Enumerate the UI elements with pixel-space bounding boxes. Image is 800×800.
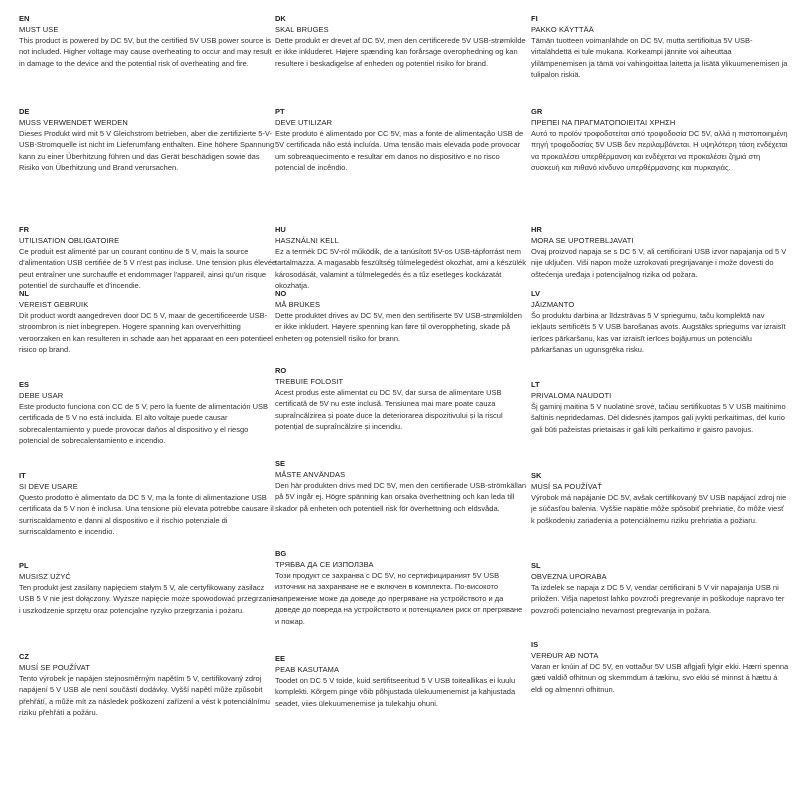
language-code: LT — [531, 380, 540, 389]
language-code: FI — [531, 14, 538, 23]
language-code: CZ — [19, 652, 29, 661]
section-fi — [531, 14, 789, 81]
language-code: DK — [275, 14, 286, 23]
section-ro — [275, 366, 527, 433]
language-code: HR — [531, 225, 542, 234]
section-text: Questo prodotto è alimentato da DC 5 V, ma la fonte di alimentazione USB certificata da 5 V non è inclusa. Una tensione più elevata potrebbe causare il surriscaldamento e danni al dispositivo e il rischio potenziale di surriscaldamento e incendio. — [19, 493, 274, 537]
section-sk — [531, 471, 789, 526]
section-heading: VERÐUR AÐ NOTA — [531, 651, 599, 660]
language-code: BG — [275, 549, 287, 558]
section-text: Toodet on DC 5 V toide, kuid sertifitseeritud 5 V USB toiteallikas ei kuulu komplekti. Kõrgem pinge võib põhjustada ülekuumenemist ja kahjustada seadet, viies ülekuumenemise ja tulekahju ohuni. — [275, 676, 516, 708]
section-text: Ez a termék DC 5V-ról működik, de a tanúsított 5V-os USB-tápforrást nem tartalmazza. A magasabb feszültség túlmelegedést okozhat, ami a készülék károsodását, valamint a túlmelegedés és a tűz esetleges kockázatát okozhatja. — [275, 247, 526, 291]
section-heading: TREBUIE FOLOSIT — [275, 377, 344, 386]
section-heading: ΠΡΕΠΕΙ ΝΑ ΠΡΑΓΜΑΤΟΠΟΙΕΙΤΑΙ ΧΡΗΣΗ — [531, 118, 676, 127]
section-ee — [275, 654, 527, 709]
section-is — [531, 640, 789, 695]
section-text: Ce produit est alimenté par un courant continu de 5 V, mais la source d'alimentation USB certifiée de 5 V n'est pas incluse. Une tension plus élevée peut entraîner une surchauffe et endommager l'appareil, ainsi qu'un risque potentiel de surchauffe et d'incendie. — [19, 247, 277, 291]
section-cz — [19, 652, 277, 719]
section-heading: VEREIST GEBRUIK — [19, 300, 89, 309]
section-text: Tento výrobek je napájen stejnosměrným napětím 5 V, certifikovaný zdroj napájení 5 V USB ale není součástí dodávky. Vyšší napětí může způsobit přehřátí, a může mít za následek poškození zařízení a vést k potenciálnímu riziku přehřátí a požáru. — [19, 674, 270, 718]
language-code: IT — [19, 471, 26, 480]
section-text: Dieses Produkt wird mit 5 V Gleichstrom betrieben, aber die zertifizierte 5-V-USB-Stromquelle ist nicht im Lieferumfang enthalten. Eine höhere Spannung kann zu einer Überhitzung führen und das Gerät beschädigen sowie das Risiko von Überhitzung und Brand verursachen. — [19, 129, 275, 173]
language-code: DE — [19, 107, 30, 116]
language-code: SL — [531, 561, 541, 570]
language-code: PT — [275, 107, 285, 116]
language-code: IS — [531, 640, 539, 649]
section-text: Este produto é alimentado por CC 5V, mas a fonte de alimentação USB de 5V certificada não está incluída. Uma tensão mais elevada pode provocar um sobreaquecimento e resultar em danos no dispositivo e no risco potencial de incêndio. — [275, 129, 524, 173]
section-no — [275, 289, 527, 344]
section-text: Dette produkt er drevet af DC 5V, men den certificerede 5V USB-strømkilde er ikke inkluderet. Højere spænding kan forårsage overophedning og kan resultere i beskadigelse af enheden og potentiel risiko for brand. — [275, 36, 526, 68]
section-heading: MUSISZ UŻYĆ — [19, 572, 71, 581]
section-lv — [531, 289, 789, 356]
section-heading: MUSÍ SE POUŽÍVAT — [19, 663, 90, 672]
section-dk — [275, 14, 527, 69]
section-text: Този продукт се захранва с DC 5V, но сертифицираният 5V USB източник на захранване не е включен в комплекта. По-високото напрежение може да доведе до прегряване на устройството и да доведе до повреда на устройството и потенциален риск от прегряване и пожар. — [275, 571, 523, 626]
section-heading: MÅ BRUKES — [275, 300, 321, 309]
section-heading: DEVE UTILIZAR — [275, 118, 333, 127]
language-code: SE — [275, 459, 286, 468]
section-heading: HASZNÁLNI KELL — [275, 236, 339, 245]
language-code: EN — [19, 14, 30, 23]
section-gr — [531, 107, 789, 174]
section-text: Šo produktu darbina ar līdzstrāvas 5 V spriegumu, taču komplektā nav iekļauts sertificēts 5 V USB barošanas avots. Augstāks spriegums var izraisīt ierīces pārkaršanu, kas var izraisīt ierīces bojājumus un potenciālu pārkaršanas un ugunsgrēka risku. — [531, 311, 786, 355]
section-es — [19, 380, 277, 447]
section-nl — [19, 289, 277, 356]
section-heading: OBVEZNA UPORABA — [531, 572, 607, 581]
language-code: RO — [275, 366, 287, 375]
section-text: Den här produkten drivs med DC 5V, men den certifierade USB-strömkällan på 5V ingår ej. Högre spänning kan orsaka överhettning och kan leda till skador på enheten och potentiell risk för överhettning och eldsvåda. — [275, 481, 527, 513]
language-code: HU — [275, 225, 286, 234]
section-text: Acest produs este alimentat cu DC 5V, dar sursa de alimentare USB certificată de 5V nu este inclusă. Tensiunea mai mare poate cauza supraîncălzirea și poate duce la deteriorarea dispozitivului și la riscul potențial de supraîncălzire și incendiu. — [275, 388, 503, 432]
section-text: Ta izdelek se napaja z DC 5 V, vendar certificirani 5 V vir napajanja USB ni priložen. Višja napetost lahko povzroči pregrevanje in poškoduje napravo ter povzroči potencialno nevarnost pregrevanja in požara. — [531, 583, 785, 615]
language-code: LV — [531, 289, 541, 298]
section-sl — [531, 561, 789, 616]
section-text: Dit product wordt aangedreven door DC 5 V, maar de gecertificeerde USB-stroombron is niet inbegrepen. Hogere spanning kan oververhitting veroorzaken en kan resulteren in schade aan het apparaat en een potentieel risico op brand. — [19, 311, 273, 355]
section-text: Este producto funciona con CC de 5 V, pero la fuente de alimentación USB certificada de 5 V no está incluida. El alto voltaje puede causar sobrecalentamiento y puede provocar daños al dispositivo y el riesgo potencial de sobrecalentamiento e incendio. — [19, 402, 269, 446]
section-heading: JĀIZMANTO — [531, 300, 575, 309]
section-heading: PEAB KASUTAMA — [275, 665, 340, 674]
section-heading: SI DEVE USARE — [19, 482, 78, 491]
language-code: FR — [19, 225, 29, 234]
section-de — [19, 107, 277, 174]
section-lt — [531, 380, 789, 435]
section-text: This product is powered by DC 5V, but the certified 5V USB power source is not included. Higher voltage may cause overheating to occur and may result in damage to the device and the potential risk of overheating and fire. — [19, 36, 272, 68]
section-heading: MÅSTE ANVÄNDAS — [275, 470, 346, 479]
language-code: SK — [531, 471, 542, 480]
section-text: Varan er knúin af DC 5V, en vottaður 5V USB aflgjafi fylgir ekki. Hærri spenna gæti valdið ofhitnun og skemmdum á tækinu, svo ekki sé minnst á hættu á eldi og almennri ofhitnun. — [531, 662, 789, 694]
section-heading: PAKKO KÄYTTÄÄ — [531, 25, 594, 34]
section-text: Ten produkt jest zasilany napięciem stałym 5 V, ale certyfikowany zasilacz USB 5 V nie jest dołączony. Wyższe napięcie może spowodować przegrzanie i uszkodzenie sprzętu oraz potencjalne ryzyko przegrzania i pożaru. — [19, 583, 277, 615]
section-text: Šį gaminį maitina 5 V nuolatinė srovė, tačiau sertifikuotas 5 V USB maitinimo šaltinis nepridedamas. Dėl didesnės įtampos gali įvykti perkaitimas, dėl kurio gali būti pažeistas prietaisas ir gali kilti perkaitimo ir gaisro pavojus. — [531, 402, 786, 434]
section-text: Výrobok má napájanie DC 5V, avšak certifikovaný 5V USB napájací zdroj nie je súčasťou balenia. Vyššie napätie môže spôsobiť prehriatie, čo môže viesť k poškodeniu zariadenia a potenciálnemu riziku prehriatia a požiaru. — [531, 493, 787, 525]
section-heading: PRIVALOMA NAUDOTI — [531, 391, 612, 400]
language-code: NO — [275, 289, 287, 298]
section-heading: MORA SE UPOTREBLJAVATI — [531, 236, 634, 245]
section-heading: MUST USE — [19, 25, 59, 34]
section-hr — [531, 225, 789, 280]
language-code: ES — [19, 380, 30, 389]
section-bg — [275, 549, 527, 627]
language-code: PL — [19, 561, 29, 570]
section-en — [19, 14, 277, 69]
language-code: NL — [19, 289, 29, 298]
section-heading: UTILISATION OBLIGATOIRE — [19, 236, 120, 245]
language-code: EE — [275, 654, 286, 663]
section-text: Ovaj proizvod napaja se s DC 5 V, ali certificirani USB izvor napajanja od 5 V nije uključen. Viši napon može uzrokovati pregrijavanje i može dovesti do oštećenja uređaja i potencijalnog rizika od požara. — [531, 247, 787, 279]
section-text: Dette produktet drives av DC 5V, men den sertifiserte 5V USB-strømkilden er ikke inkludert. Høyere spenning kan føre til overoppheting, skade på enheten og potensiell risiko for brann. — [275, 311, 522, 343]
language-code: GR — [531, 107, 543, 116]
section-heading: DEBE USAR — [19, 391, 64, 400]
section-heading: MUSS VERWENDET WERDEN — [19, 118, 128, 127]
section-heading: SKAL BRUGES — [275, 25, 329, 34]
section-text: Tämän tuotteen voimanlähde on DC 5V, mutta sertifioitua 5V USB-virtalähdettä ei tule mukana. Korkeampi jännite voi aiheuttaa ylilämpenemisen ja tämä voi vahingoittaa laitetta ja lisätä ylikuumenemisen ja tulipalon riskiä. — [531, 36, 788, 80]
section-fr — [19, 225, 277, 292]
section-se — [275, 459, 527, 514]
section-heading: MUSÍ SA POUŽÍVAŤ — [531, 482, 603, 491]
section-hu — [275, 225, 527, 292]
section-pl — [19, 561, 277, 616]
section-text: Αυτό το προϊόν τροφοδοτείται από τροφοδοσία DC 5V, αλλά η πιστοποιημένη πηγή τροφοδοσίας 5V USB δεν περιλαμβάνεται. Η υψηλότερη τάση ενδέχεται να προκαλέσει υπερθέρμανση και ενδέχεται να προκαλέσει ζημιά στη συσκευή και πιθανό κίνδυνο υπερθέρμανσης και πυρκαγιάς. — [531, 129, 788, 173]
section-it — [19, 471, 277, 538]
section-heading: ТРЯБВА ДА СЕ ИЗПОЛЗВА — [275, 560, 374, 569]
section-pt — [275, 107, 527, 174]
